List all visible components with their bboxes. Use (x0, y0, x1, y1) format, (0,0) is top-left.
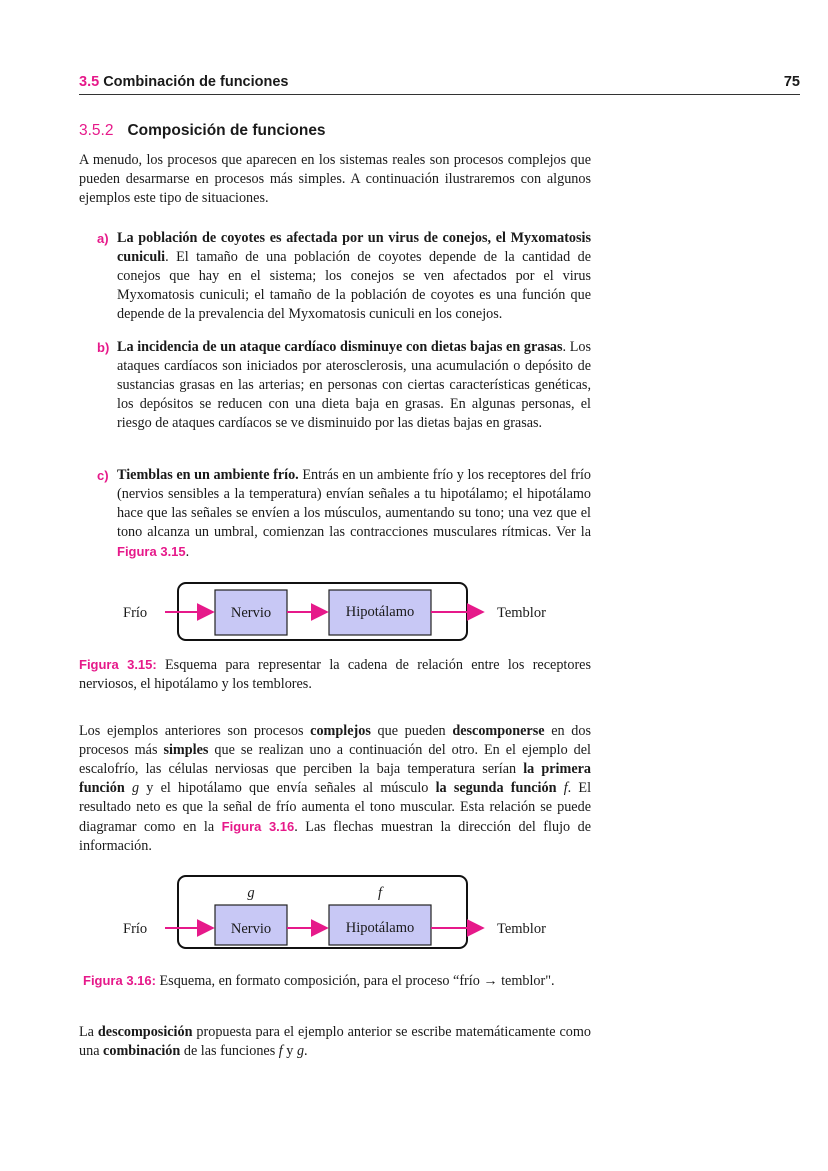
caption-text: Esquema, en formato composición, para el proceso “frío → temblor". (155, 973, 555, 989)
intro-paragraph: A menudo, los procesos que aparecen en los sistemas reales son procesos complejos que pueden desarmarse en procesos más simples. A continuación ilustraremos con algunos ejemplos este tipo de situaciones. (79, 152, 591, 206)
item-title: La población de coyotes es afectada por un virus de conejos, el Myxomatosis cuniculi (117, 230, 591, 265)
closing-paragraph: La descomposición propuesta para el ejemplo anterior se escribe matemáticamente como una combinación de las funciones f y g. (79, 1024, 591, 1059)
header-section-title: Combinación de funciones (103, 74, 289, 90)
list-marker: a) (97, 231, 109, 246)
list-item-a (97, 229, 591, 324)
subsection-number: 3.5.2 (79, 122, 114, 139)
header-section-number: 3.5 (79, 74, 100, 90)
math-g: g (296, 1043, 305, 1059)
explanation-paragraph: Los ejemplos anteriores son procesos complejos que pueden descomponerse en dos procesos más simples que se realizan uno a continuación del otro. En el ejemplo del escalofrío, las células nerviosas que perciben la baja temperatura serían la primera función g y el hipotálamo que envía señales al músculo la segunda función f. El resultado neto es que la señal de frío aumenta el tono muscular. Esta relación se puede diagramar como en la Figura 3.16. Las flechas muestran la dirección del flujo de información. (79, 723, 592, 854)
item-title: Tiemblas en un ambiente frío. (117, 467, 299, 483)
math-f: f (278, 1043, 283, 1059)
output-label: Temblor (497, 605, 546, 621)
item-tail: . (185, 544, 190, 560)
list-marker: c) (97, 468, 109, 483)
input-label: Frío (123, 921, 148, 937)
nervio-label: Nervio (230, 605, 272, 621)
item-text: . El tamaño de una población de coyotes depende de la cantidad de conejos que hay en el sistema; los conejos se ven afectados por el virus Myxomatosis cuniculi; el tamaño de la población de coyotes es una función que depende de la prevalencia del Myxomatosis cuniculi en los conejos. (117, 249, 591, 322)
function-f-label: f (377, 885, 383, 901)
subsection-heading (79, 122, 326, 140)
item-title: La incidencia de un ataque cardíaco disminuye con dietas bajas en grasas (117, 339, 563, 355)
caption-label: Figura 3.15: (79, 657, 157, 672)
figure-3-16 (79, 873, 619, 951)
figure-ref-link[interactable]: Figura 3.15 (117, 544, 186, 559)
subsection-title: Composición de funciones (127, 122, 326, 139)
figure-3-15-diagram (79, 578, 619, 648)
caption-text: Esquema para representar la cadena de relación entre los receptores nerviosos, el hipotálamo y los temblores. (79, 657, 591, 692)
figure-3-15-caption (79, 655, 591, 694)
figure-3-16-diagram (79, 873, 619, 951)
output-label: Temblor (497, 921, 546, 937)
figure-3-15 (79, 578, 619, 648)
nervio-label: Nervio (230, 921, 272, 937)
page-number: 75 (783, 74, 800, 90)
item-text: . Los ataques cardíacos son iniciados por aterosclerosis, una acumulación o depósito de sustancias grasas en las arterias; en personas con ciertas características genéticas, los depósitos se reducen con una dieta baja en grasas. En algunas personas, el riesgo de ataques cardíacos se ve disminuido por las dietas bajas en grasas. (117, 339, 592, 431)
list-item-b (97, 338, 591, 433)
hipotalamo-label: Hipotálamo (345, 920, 415, 936)
math-g: g (131, 780, 140, 796)
hipotalamo-label: Hipotálamo (345, 604, 415, 620)
caption-label: Figura 3.16: (83, 973, 156, 988)
item-text: Entrás en un ambiente frío y los receptores del frío (nervios sensibles a la temperatura) envían señales a tu hipotálamo; el hipotálamo hace que las señales se envíen a los músculos, aumentando su tono; una vez que el tono alcanza un umbral, comienzan las contracciones musculares rítmicas. Ver la (117, 467, 591, 540)
input-label: Frío (123, 605, 148, 621)
running-header (79, 74, 800, 95)
function-g-label: g (247, 885, 255, 901)
figure-ref-link[interactable]: Figura 3.16 (221, 819, 295, 834)
header-section (79, 74, 289, 90)
figure-3-16-caption (83, 971, 595, 991)
list-item-c (97, 466, 591, 562)
math-f: f (563, 780, 568, 796)
list-marker: b) (97, 340, 110, 355)
